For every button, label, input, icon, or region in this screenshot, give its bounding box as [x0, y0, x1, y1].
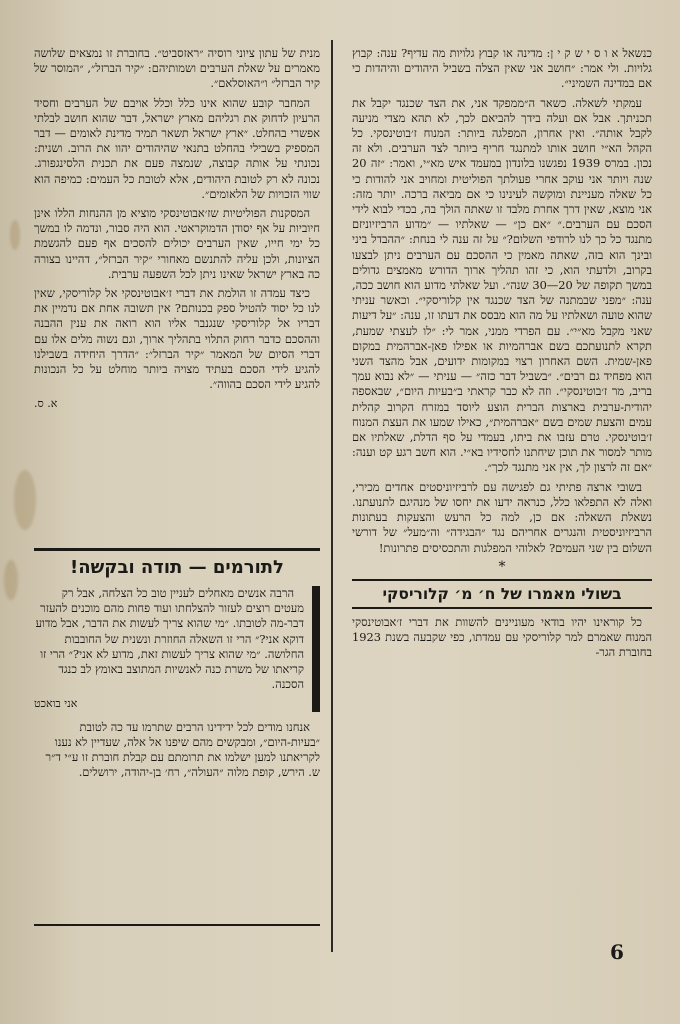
article-heading: בשולי מאמרו של ח׳ מ׳ קלוריסקי [352, 579, 652, 609]
notice-quote-author: אני בואכט [34, 697, 78, 711]
left-paragraph-2: המחבר קובע שהוא אינו כלל וכלל אויבם של הערבים וחסיד הרעיון לדחוק את רגליהם מארץ ישראל, דבר שהוא חושב לבלתי אפשרי בהחלט. ״ארץ ישראל תשאר תמיד מדינת לאומים — דבר המספיק בשבילי בהחלט בתנאי שהיהודים יהוו את הרוב. ושנית: נכונתי על אותה קבוצה, שנמצה פעם את תכנית הלסינגפורג. נכונה לא רק לטובת היהודים, אלא לטובת כל העמים: כמיפה הוא שווי הזכויות של הלאומים״. [34, 95, 320, 201]
paper-stain [10, 220, 20, 250]
notice-appeal: אנחנו מודים לכל ידידינו הרבים שתרמו עד כה לטובת ״בעיות-היום״, ומבקשים מהם שיפנו אל אלה, שעדיין לא נענו לקריאתנו למען ישלמו את תרומתם עם קבלת חוברת זו ע״י ד״ר ש. הירש, קופת מלוה ״העולה״, רח׳ בן-יהודה, ירושלים. [45, 719, 320, 780]
section-star: * [498, 558, 506, 575]
article-signature: א. ס. [34, 397, 58, 411]
page-number: 6 [610, 940, 624, 964]
column-divider [331, 40, 333, 952]
right-paragraph-2: עמקתי לשאלה. כשאר ה״ממפקד אני, את הצד שכנגד יקבל את תכניתך. אבל אם ועלה בידך להביאם לכך, לא תהא מצדי מניעה לקבל אותה״. ואין אחרון, המפלגה ביותר: המנוח ז׳בוטינסקי. כל הקהל הא״י חושב אותו למתנגד חריף ביותר לצד הערבים. ולא זה נכון. במרס 1939 נפגשנו בלונדון במעמד איש מא״י, ואמר: ״זה 20 שנה ויותר אני עוקב אחרי פעולתך הפוליטית ומחויב אני להודות כי כל שאלה מעניינת ומוקשה לעינינו כי אם מביאה ברכה. יותר מזה: אני מוצא, שאין דרך אחרת מלבד זו שאתה הולך בה, בכדי לבוא לידי הסכם עם הערבים.״ ״אם כן״ — שאלתיו — ״מדוע הרביזיוניזם מתנגד כל כך לנו לרודפי השלום?״ על זה ענה לי בנחת: ״ההבדל ביני ובינך הוא בזה, שאתה מאמין כי ההסכם עם הערבים ניתן לבצעו בקרוב, ולדעתי הוא, כי זהו תהליך ארוך הדורש מאמצים גדולים במשך תקופה של 20—30 שנה״. ועל שאלתי מדוע הוא חושב ככה, ענה: ״מפני שבמתנה של הצד שכנגד אין קלוריסקי״. וכאשר עניתי שהוא טועה ושאלתיו על מה הוא מבסס את דעתו זו, ענה: ״על דיעות שאני מקבל מא״י״. עם הפרדי ממני, אמר לי: ״לו לעצתי שמעת, תקרא לתנועתכם בשם אברהמיות או אפילו פאן-אברהמית במקום פאן-שמית. השם האחרון רצוי במקומות ידועים, אבל מהצד השני הוא מפחיד גם רבים״. ״בשביל דבר כזה״ — עניתי — ״לא נבוא עמך בריב, מר ז׳בוטינסקי״. וזה לא כבר קראתי ב״בעיות היום״, שבאספה יהודית-ערבית בארצות הברית הוצע ליוסד במזרח הקרוב קהלית עמים והצעת שמים בשם ״אברהמית״, כאילו שמעו את העצת המנוח ז׳בוטינסקי. טרם עזבו את ביתו, בעמדי על סף הדלת, שאלתיו אם מותר למסור את תוכן שיחתנו לחסידיו בא״י. הוא חשב רגע קט וענה: ״אם זה לרצון לך, אין אני מתנגד לכך״. [352, 95, 652, 475]
donors-notice-title: לתורמים — תודה ובקשה! [34, 548, 320, 582]
notice-quote: הרבה אנשים מאחלים לעניין טוב כל הצלחה, אבל רק מעטים רוצים לעזור להצלחתו ועוד פחות מהם מוכנים להעזר דבר-מה לטובתו. ״מי שהוא צריך לעשות את הדבר, אבל מדוע דוקא אני?״ הרי זו השאלה החוזרת ונשנית של החובבות החלושה. ״מי שהוא צריך לעשות זאת, מדוע לא אני?״ הרי זו קריאתו של משרת כנה לאנשיות המתוצב באומץ לב כנגד הסכנה. [35, 586, 304, 692]
right-paragraph-4: כל קוראינו יהיו בודאי מעוניינים להשוות את דברי ז׳אבוטינסקי המנוח שאמרם למר קלוריסקי עם עמדתו, כפי שקבעה בשנת 1923 בחוברת הגר- [352, 614, 652, 660]
notice-side-bar [312, 586, 320, 712]
right-paragraph-3: בשובי ארצה פתיתי גם לפגישה עם לרביזיוניסטים אחדים מכירי, ואלה לא התפלאו כלל, כנראה ידעו את יחסו של מנהיגם לתנועתנו. נשאלת השאלה: אם כן, למה כל הרעש והצעקות בעתונות הרביזיוניסטית והנגרים אחריהם נגד ״הבגידה״ וה״מעל״ של דורשי השלום בין שני העמים? לאלוהי המפלגות והתכסיסים פתרונות! [352, 479, 652, 555]
left-paragraph-4: כיצד עמדה זו הולמת את דברי ז׳אבוטינסקי אל קלוריסקי, שאין לנו כל יסוד להטיל ספק בכנותם? אין תשובה אחת אם נדמיין את דבריו אל קלוריסקי שנגנבר אליו הוא רואה את ענין ההבנה וההסכם כדבר רחוק התלוי בתהליך ארוך, וגם נשוה מלים אלו עם דברי הסיום של המאמר ״קיר הברזל״: ״הדרך היחידה בשבילנו להגיע לידי הסכם בעתיד מצויה ביותר מוחלט על כל הנכונות להגיע לידי הסכם בהווה״. [34, 286, 320, 392]
donors-notice [34, 548, 320, 784]
bottom-rule [34, 924, 320, 926]
right-paragraph-1: כנשאל א ו ס י ש ק י ן: מדינה או קבוץ גלויות מה עדיף? ענה: קבוץ גלויות. ולי אמר: ״חושב אני שאין הצלה בשביל היהודים והיהדות כי אם במדינה השמיני״. [352, 46, 652, 91]
left-paragraph-1: מנית של עתון ציוני רוסיה ״ראזסביט״. בחוברת זו נמצאים שלושה מאמרים על שאלת הערבים ושמותיהם: ״קיר הברזל״, ״המוסר של קיר הברזל״ ו״האוסלאם״. [34, 46, 320, 91]
paper-stain [14, 470, 36, 530]
donors-notice-box [34, 586, 320, 712]
paper-stain [4, 560, 18, 600]
left-paragraph-3: המסקנות הפוליטיות שז׳אבוטינסקי מוציא מן ההנחות הללו אינן חיוביות על אף יסודן הדמוקראטי. הוא היה סבור, ונדמה לו במשך כל ימי חייו, שאין הערבים יכולים להסכים אף פעם להגשמת הציונות, ולכן עליה להתנשם מאחורי ״קיר הברזל״, דהיינו בצורה כה בארץ ישראל שאינו ניתן לכל השפעה ערבית. [34, 206, 320, 281]
right-column [352, 46, 652, 665]
notice-box-content [34, 586, 304, 712]
left-column [34, 46, 320, 412]
